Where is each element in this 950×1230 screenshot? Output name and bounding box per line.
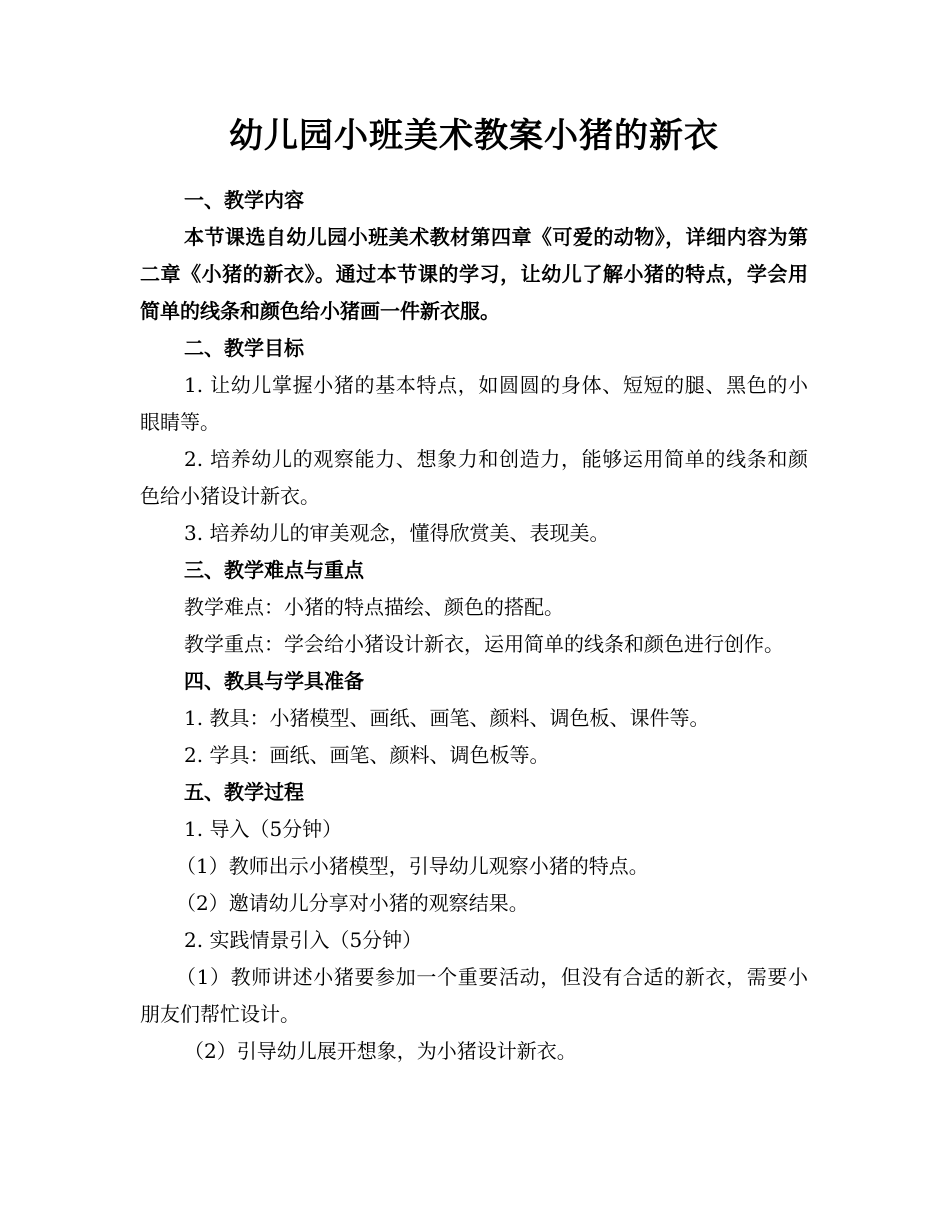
- section-heading-difficulties-focus: 三、教学难点与重点: [184, 558, 364, 582]
- materials-item-1: 1. 教具：小猪模型、画纸、画笔、颜料、调色板、课件等。: [184, 706, 710, 730]
- process-step-1a: （1）教师出示小猪模型，引导幼儿观察小猪的特点。: [176, 854, 649, 878]
- document-page: [140, 108, 808, 1070]
- process-step-2a: （1）教师讲述小猪要参加一个重要活动，但没有合适的新衣，需要小朋友们帮忙设计。: [140, 965, 808, 1026]
- goal-item-2: 2. 培养幼儿的观察能力、想象力和创造力，能够运用简单的线条和颜色给小猪设计新衣。: [140, 447, 808, 508]
- process-step-1: 1. 导入（5分钟）: [184, 817, 343, 841]
- section-heading-teaching-process: 五、教学过程: [184, 780, 304, 804]
- section-heading-teaching-goals: 二、教学目标: [184, 336, 304, 360]
- process-step-1b: （2）邀请幼儿分享对小猪的观察结果。: [176, 891, 529, 915]
- goal-item-3: 3. 培养幼儿的审美观念，懂得欣赏美、表现美。: [184, 521, 610, 545]
- process-step-2: 2. 实践情景引入（5分钟）: [184, 928, 423, 952]
- process-step-2b: （2）引导幼儿展开想象，为小猪设计新衣。: [184, 1039, 577, 1063]
- focus-paragraph: 教学重点：学会给小猪设计新衣，运用简单的线条和颜色进行创作。: [184, 632, 784, 656]
- teaching-content-paragraph: 本节课选自幼儿园小班美术教材第四章《可爱的动物》，详细内容为第二章《小猪的新衣》。通过本节课的学习，让幼儿了解小猪的特点，学会用简单的线条和颜色给小猪画一件新衣服。: [140, 225, 808, 323]
- document-title: 幼儿园小班美术教案小猪的新衣: [229, 116, 719, 156]
- goal-item-1: 1. 让幼儿掌握小猪的基本特点，如圆圆的身体、短短的腿、黑色的小眼睛等。: [140, 373, 808, 434]
- section-heading-materials: 四、教具与学具准备: [184, 669, 364, 693]
- section-heading-teaching-content: 一、教学内容: [184, 188, 304, 212]
- materials-item-2: 2. 学具：画纸、画笔、颜料、调色板等。: [184, 743, 550, 767]
- difficulty-paragraph: 教学难点：小猪的特点描绘、颜色的搭配。: [184, 595, 564, 619]
